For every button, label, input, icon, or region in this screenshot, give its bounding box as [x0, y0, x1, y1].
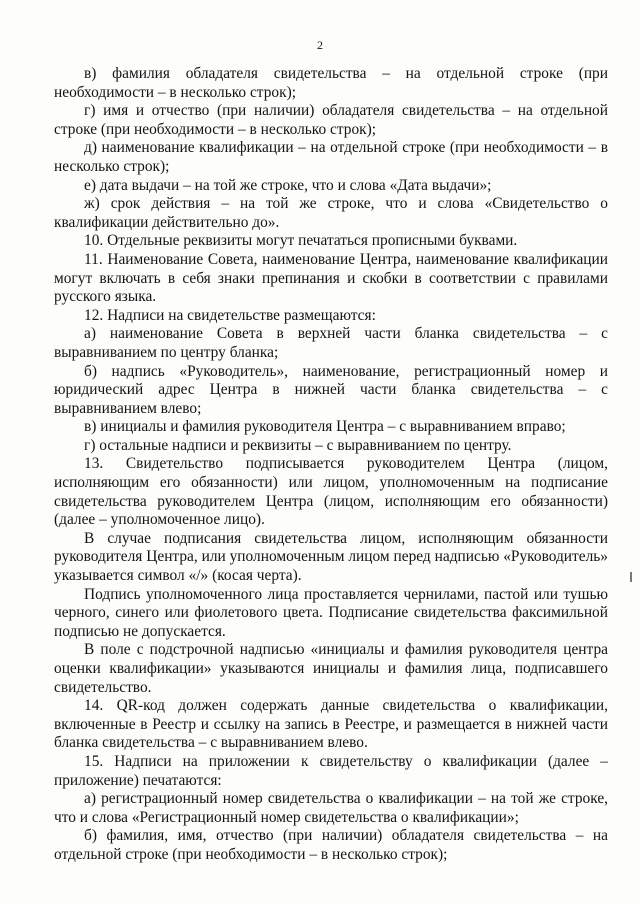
paragraph-item-e-issue-date: е) дата выдачи – на той же строке, что и слова «Дата выдачи»;	[84, 176, 492, 194]
paragraph-item-d-qualification: д) наименование квалификации – на отдельной строке (при необходимости – в несколько строк);	[54, 139, 608, 175]
paragraph-acting-signatory: В случае подписания свидетельства лицом, исполняющим обязанности руководителя Центра, или уполномоченным лицом перед надписью «Руководитель» указывается символ «/» (косая черта).	[54, 529, 608, 585]
paragraph-item-a-reg-number: а) регистрационный номер свидетельства о квалификации – на той же строке, что и слова «Регистрационный номер свидетельства о квалификации»;	[54, 790, 608, 826]
paragraph-clause-11: 11. Наименование Совета, наименование Центра, наименование квалификации могут включать в себя знаки препинания и скобки в соответствии с правилами русского языка.	[54, 250, 608, 306]
paragraph-clause-12: 12. Надписи на свидетельстве размещаются:	[84, 306, 376, 324]
paragraph-clause-15: 15. Надписи на приложении к свидетельству о квалификации (далее – приложение) печатаются:	[54, 752, 608, 789]
paragraph-clause-14-qr: 14. QR-код должен содержать данные свидетельства о квалификации, включенные в Реестр и ссылку на запись в Реестре, и размещается в нижней части бланка свидетельства – с выравниванием влево.	[54, 697, 608, 752]
paragraph-item-b-holder-name: б) фамилия, имя, отчество (при наличии) обладателя свидетельства – на отдельной строке (при необходимости – в несколько строк);	[54, 827, 608, 863]
paragraph-item-zh-validity: ж) срок действия – на той же строке, что и слова «Свидетельство о квалификации действительно до».	[54, 195, 608, 231]
scan-edge-mark	[630, 572, 632, 582]
paragraph-clause-10: 10. Отдельные реквизиты могут печататься прописными буквами.	[84, 232, 518, 250]
document-body	[54, 65, 608, 865]
paragraph-item-g-other: г) остальные надписи и реквизиты – с выравниванием по центру.	[84, 436, 512, 454]
paragraph-item-b-director-label: б) надпись «Руководитель», наименование, регистрационный номер и юридический адрес Центра в нижней части бланка свидетельства – с выравниванием влево;	[54, 362, 608, 417]
paragraph-item-v-surname: в) фамилия обладателя свидетельства – на отдельной строке (при необходимости – в несколько строк);	[54, 65, 608, 101]
paragraph-initials-field: В поле с подстрочной надписью «инициалы и фамилия руководителя центра оценки квалификации» указываются инициалы и фамилия лица, подписавшего свидетельство.	[54, 641, 608, 696]
paragraph-item-g-name: г) имя и отчество (при наличии) обладателя свидетельства – на отдельной строке (при необходимости – в несколько строк);	[54, 102, 608, 138]
paragraph-item-a-council: а) наименование Совета в верхней части бланка свидетельства – с выравниванием по центру бланка;	[54, 325, 608, 361]
paragraph-item-v-initials: в) инициалы и фамилия руководителя Центра – с выравниванием вправо;	[84, 418, 566, 436]
paragraph-signature-ink: Подпись уполномоченного лица проставляется чернилами, пастой или тушью черного, синего или фиолетового цвета. Подписание свидетельства факсимильной подписью не допускается.	[54, 585, 608, 640]
page-number: 2	[317, 38, 323, 52]
paragraph-clause-13: 13. Свидетельство подписывается руководителем Центра (лицом, исполняющим его обязанности) или лицом, уполномоченным на подписание свидетельства руководителем Центра (лицом, исполняющим его обязанности) (далее – уполномоченное лицо).	[54, 455, 608, 529]
